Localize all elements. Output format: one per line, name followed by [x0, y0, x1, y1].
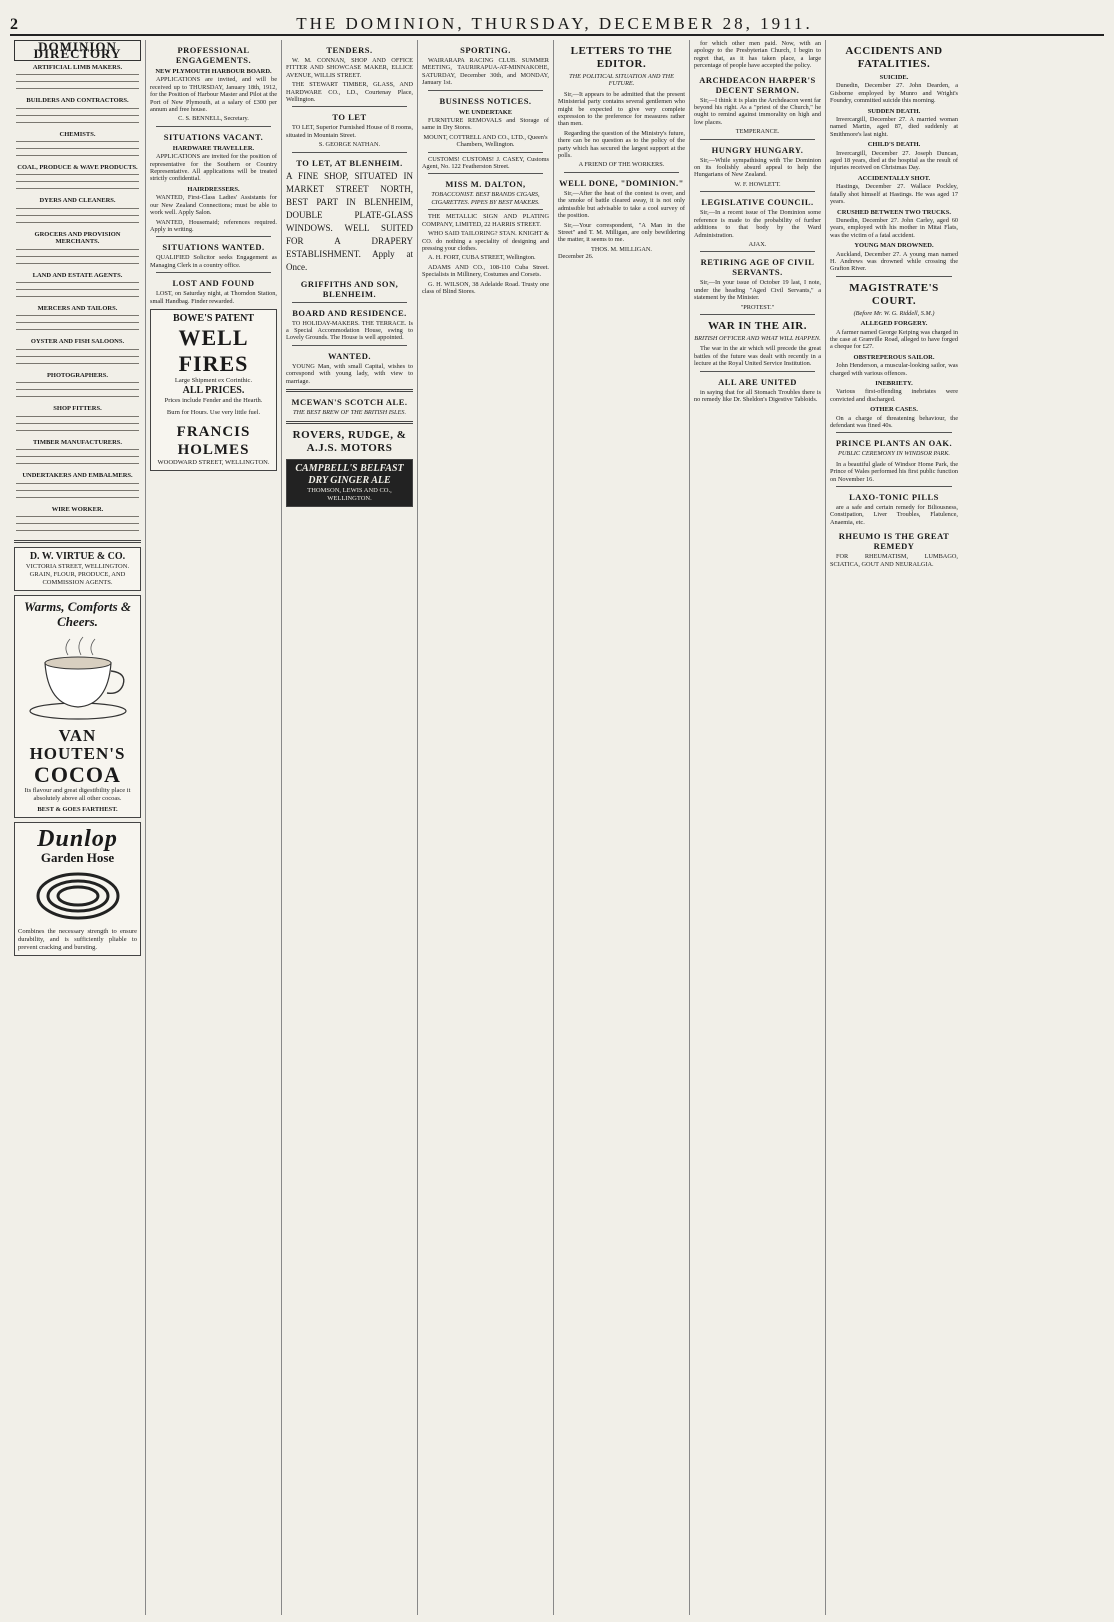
virtue-advert — [14, 547, 141, 591]
text-war-air: The war in the air which will precede the great battles of the future was dealt with recently in a lecture at the Royal United Service Institution. — [694, 345, 821, 368]
text-well-done-1: Sir,—After the heat of the contest is over, and the smoke of battle cleared away, it is not only admissible but advisable to take a cool survey of the position. — [558, 189, 685, 220]
rovers-motors: ROVERS, RUDGE, & A.J.S. MOTORS — [292, 428, 407, 454]
heading-archdeacon: ARCHDEACON HARPER'S DECENT SERMON. — [699, 74, 816, 95]
subheading-magistrate: (Before Mr. W. G. Riddell, S.M.) — [853, 309, 935, 317]
text-hungary: Sir,—While sympathising with The Dominion on its foolishly absurd appeal to help the Hungarians of New Zealand. — [694, 156, 821, 179]
directory-category: TIMBER MANUFACTURERS. — [32, 438, 123, 446]
directory-category: COAL, PRODUCE & WAVE PRODUCTS. — [17, 164, 138, 172]
all-prices: ALL PRICES. — [182, 384, 245, 396]
directory-category: MERCERS AND TAILORS. — [37, 305, 118, 313]
text-adams: ADAMS AND CO., 108-110 Cuba Street. Specialists in Millinery, Costumes and Corsets. — [422, 263, 549, 279]
directory-category: DYERS AND CLEANERS. — [39, 197, 116, 205]
text-archdeacon: Sir,—I think it is plain the Archdeacon went far beyond his right. As a "priest of the Church," he ought to remind against immorality on high and low places. — [694, 96, 821, 126]
signature-howlett: W. F. HOWLETT. — [734, 180, 781, 188]
page-number: 2 — [10, 16, 19, 33]
bowe-shipment: Large Shipment ex Corinthic. — [174, 376, 253, 384]
subheading-harbour: NEW PLYMOUTH HARBOUR BOARD. — [155, 68, 272, 75]
prices-include: Prices include Fender and the Hearth. — [164, 396, 263, 404]
text-tailoring: WHO SAID TAILORING? STAN. KNIGHT & CO. do nothing a speciality of designing and pressing your clothes. — [422, 230, 549, 252]
text-lost: LOST, on Saturday night, at Thorndon Station, small Handbag. Finder rewarded. — [150, 290, 277, 305]
heading-professional: PROFESSIONAL ENGAGEMENTS. — [175, 45, 252, 65]
dalton-sub: TOBACCONIST. BEST BRANDS CIGARS, CIGARETTES. PIPES BY BEST MAKERS. — [431, 191, 540, 206]
text-all-united: in saying that for all Stomach Troubles there is no remedy like Dr. Sheldon's Digestive Tabloids. — [694, 388, 821, 403]
dunlop-advert — [14, 822, 141, 956]
heading-prince-oak: PRINCE PLANTS AN OAK. — [835, 438, 953, 449]
cocoa-cup-icon — [23, 633, 133, 723]
heading-letters: LETTERS TO THE EDITOR. — [570, 45, 673, 70]
subheading-prince-oak: PUBLIC CEREMONY IN WINDSOR PARK. — [838, 450, 950, 458]
directory-entry-lines — [16, 106, 139, 128]
signature-date: December 26. — [558, 253, 594, 261]
directory-category: ARTIFICIAL LIMB MAKERS. — [32, 63, 123, 71]
directory-categories — [14, 64, 141, 536]
mcewan-ale: MCEWAN'S SCOTCH ALE. — [291, 397, 408, 408]
heading-lost-found: LOST AND FOUND — [172, 278, 255, 289]
text-other-cases: On a charge of threatening behaviour, the defendant was fined 40s. — [830, 414, 958, 430]
text-inebriety: Various first-offending inebriates were convicted and discharged. — [830, 388, 958, 403]
cocoa-advert — [14, 595, 141, 818]
griffiths-son: GRIFFITHS AND SON, BLENHEIM. — [300, 278, 399, 299]
text-childs-death: Invercargill, December 27. Joseph Duncan, aged 18 years, died at the hospital as the result of injuries received on Christmas Day. — [830, 149, 958, 172]
directory-category: LAND AND ESTATE AGENTS. — [32, 271, 123, 279]
text-metallic: THE METALLIC SIGN AND PLATING COMPANY, LIMITED, 22 HARRIS STREET. — [422, 213, 549, 228]
columns — [10, 40, 1104, 1615]
text-harbour: APPLICATIONS are invited, and will be received up to THURSDAY, January 18th, 1912, for the Position of Harbour Master and Pilot at the Port of New Plymouth, at a salary of £300 per annum and free house. — [150, 76, 277, 114]
heading-sudden-death: SUDDEN DEATH. — [867, 107, 921, 115]
column-7 — [826, 40, 962, 1615]
text-prince-oak: In a beautiful glade of Windsor Home Park, the Prince of Wales performed his first public function on November 16. — [830, 460, 958, 483]
heading-situations-vacant: SITUATIONS VACANT. — [163, 131, 264, 142]
subheading-war-air: BRITISH OFFICER AND WHAT WILL HAPPEN. — [694, 334, 821, 342]
cocoa-warms: Warms, Comforts & Cheers. — [23, 598, 132, 629]
text-political-1: Sir,—It appears to be admitted that the present Ministerial party contains several gentlemen who might be expected to give very complete expression to the preference for measures rather than men. — [558, 90, 685, 128]
directory-entry-lines — [16, 514, 139, 536]
directory-category: SHOP FITTERS. — [53, 405, 102, 413]
signature-friend: A FRIEND OF THE WORKERS. — [578, 161, 665, 169]
heading-suicide: SUICIDE. — [879, 74, 909, 81]
column-1 — [10, 40, 146, 1615]
cocoa-best: BEST & GOES FARTHEST. — [37, 805, 118, 813]
directory-entry-lines — [16, 380, 139, 402]
text-terrace: TO HOLIDAY-MAKERS. THE TERRACE. Is a Special Accommodation House, swing to Lovely Grounds. The House is well appointed. — [286, 319, 413, 342]
well-fires: WELL FIRES — [178, 324, 249, 376]
text-wilson: G. H. WILSON, 38 Adelaide Road. Trusty one class of Blind Stores. — [422, 280, 549, 295]
text-hairdressers: WANTED, First-Class Ladies' Assistants for our New Zealand Connections; must be able to work well. Apply Salon. — [150, 194, 277, 217]
signature-ajax: AJAX. — [748, 240, 767, 248]
heading-to-let: TO LET — [332, 112, 367, 123]
text-hardware: APPLICATIONS are invited for the position of representative for the Southern or Country Representative. All applications will be treated strictly confidential. — [150, 153, 277, 183]
heading-forgery: ALLEGED FORGERY. — [860, 320, 928, 328]
text-shot: Hastings, December 27. Wallace Pockley, fatally shot himself at Hastings. He was aged 17 years. — [830, 183, 958, 206]
directory-category: PHOTOGRAPHERS. — [46, 371, 109, 379]
heading-magistrate: MAGISTRATE'S COURT. — [849, 281, 939, 307]
signature-protest: "PROTEST." — [740, 303, 775, 311]
directory-category: OYSTER AND FISH SALOONS. — [30, 338, 125, 346]
text-sudden-death: Invercargill, December 27. A married woman named Martin, aged 87, died suddenly at Smithmore's last night. — [830, 116, 958, 138]
column-4 — [418, 40, 554, 1615]
heading-hungary: HUNGRY HUNGARY. — [711, 144, 804, 155]
burn-hours: Burn for Hours. Use very little fuel. — [166, 408, 261, 416]
directory-category: WIRE WORKER. — [51, 505, 104, 513]
belfast-sub: THOMSON, LEWIS AND CO., WELLINGTON. — [307, 486, 392, 502]
text-sailor: John Henderson, a muscular-looking sailor, was charged with various offences. — [830, 362, 958, 377]
column-2 — [146, 40, 282, 1615]
directory-entry-lines — [16, 172, 139, 194]
text-rheumo: FOR RHEUMATISM, LUMBAGO, SCIATICA, GOUT AND NEURALGIA. — [830, 553, 958, 568]
text-furnished: TO LET, Superior Furnished House of 8 rooms, situated in Mountain Street. — [286, 124, 413, 139]
dunlop-name: Dunlop — [37, 825, 118, 852]
cocoa-tagline: Its flavour and great digestibility place it absolutely above all other cocoas. — [24, 786, 131, 802]
garden-hose: Garden Hose — [40, 849, 115, 865]
heading-wanted: WANTED. — [328, 350, 371, 361]
text-retiring: Sir,—In your issue of October 19 last, I note, under the heading "Aged Civil Servants," a statement by the Minister. — [694, 279, 821, 302]
heading-childs-death: CHILD'S DEATH. — [867, 141, 921, 149]
well-fires-advert — [150, 309, 277, 471]
directory-entry-lines — [16, 280, 139, 302]
directory-title: DOMINION DIRECTORY — [14, 40, 141, 61]
text-connan: W. M. CONNAN, SHOP AND OFFICE FITTER AND SHOWCASE MAKER, ELLICE AVENUE, WILLIS STREET. — [286, 57, 413, 79]
directory-entry-lines — [16, 72, 139, 94]
masthead — [10, 8, 1104, 36]
directory-category: UNDERTAKERS AND EMBALMERS. — [22, 472, 133, 480]
heading-business: BUSINESS NOTICES. — [439, 95, 532, 106]
masthead-title: THE DOMINION, THURSDAY, DECEMBER 28, 1911. — [296, 14, 813, 33]
heading-tenders: TENDERS. — [326, 45, 373, 55]
heading-war-air: WAR IN THE AIR. — [708, 319, 807, 332]
column-5 — [554, 40, 690, 1615]
mount-cottrell: MOUNT, COTTRELL AND CO., LTD., Queen's Chambers, Wellington. — [423, 133, 548, 149]
directory-entry-lines — [16, 481, 139, 503]
heading-sporting: SPORTING. — [460, 45, 511, 55]
francis-holmes: FRANCIS HOLMES — [176, 423, 251, 458]
text-well-done-2: Sir,—Your correspondent, "A Man in the Street" and T. M. Milligan, are only bewildering the matter, it seems to me. — [558, 221, 685, 244]
text-stewart: THE STEWART TIMBER, GLASS, AND HARDWARE CO., LD., Courtenay Place, Wellington. — [286, 81, 413, 104]
heading-laxo: LAXO-TONIC PILLS — [849, 492, 939, 503]
virtue-name: D. W. VIRTUE & CO. — [29, 550, 126, 562]
text-blenheim-shop: A FINE SHOP, SITUATED IN MARKET STREET NORTH, BEST PART IN BLENHEIM, DOUBLE PLATE-GLASS WINDOWS. WELL SUITED FOR A DRAPERY ESTABLISHMENT. Apply at Once. — [286, 170, 413, 272]
heading-shot: ACCIDENTALLY SHOT. — [857, 174, 931, 182]
directory-entry-lines — [16, 347, 139, 369]
text-housemaid: WANTED, Housemaid; references required. Apply in writing. — [150, 218, 277, 233]
heading-accidents: ACCIDENTS AND FATALITIES. — [845, 45, 943, 70]
signature-milligan: THOS. M. MILLIGAN. — [590, 245, 653, 253]
text-continued: for which other men paid. Now, with an apology to the Presbyterian Church, I begin to regret that, as it has taken place, a large percentage of people have accepted the policy. — [694, 40, 821, 70]
heading-rheumo: RHEUMO IS THE GREAT REMEDY — [838, 531, 950, 552]
heading-drowned: YOUNG MAN DROWNED. — [854, 242, 934, 250]
directory-entry-lines — [16, 313, 139, 335]
text-forgery: A farmer named George Keiping was charged in the case at Granville Road, alleged to have forged a cheque for £27. — [830, 328, 958, 351]
directory-category: GROCERS AND PROVISION MERCHANTS. — [34, 230, 121, 246]
text-drowned: Auckland, December 27. A young man named H. Andrews was drowned while crossing the Grafton River. — [830, 250, 958, 273]
heading-sailor: OBSTREPEROUS SAILOR. — [853, 353, 935, 361]
text-furniture: FURNITURE REMOVALS and Storage of same in Dry Stores. — [422, 117, 549, 132]
text-crushed: Dunedin, December 27. John Carley, aged 60 years, employed with his mother in Mitai Flats, was the victim of a fatal accident. — [830, 216, 958, 239]
holmes-address: WOODWARD STREET, WELLINGTON. — [157, 458, 270, 466]
van-houtens: VAN HOUTEN'S — [29, 725, 126, 763]
heading-blenheim: TO LET, AT BLENHEIM. — [296, 157, 403, 168]
column-6 — [690, 40, 826, 1615]
directory-category: CHEMISTS. — [59, 130, 96, 138]
subheading-political: THE POLITICAL SITUATION AND THE FUTURE. — [569, 73, 674, 88]
mcewan-sub: THE BEST BREW OF THE BRITISH ISLES. — [292, 409, 407, 417]
belfast-advert — [286, 459, 413, 507]
heading-retiring: RETIRING AGE OF CIVIL SERVANTS. — [700, 257, 815, 278]
hose-coil-icon — [28, 866, 128, 926]
subheading-hardware: HARDWARE TRAVELLER. — [172, 144, 255, 152]
heading-inebriety: INEBRIETY. — [875, 380, 913, 387]
dunlop-tagline: Combines the necessary strength to ensure durability, and is sufficiently pliable to prevent cracking and bursting. — [18, 927, 137, 951]
text-young-man: YOUNG Man, with small Capital, wishes to correspond with young lady, with view to marriage. — [286, 362, 413, 385]
signature-bennell: C. S. BENNELL, Secretary. — [178, 115, 249, 123]
subheading-undertake: WE UNDERTAKE — [458, 108, 513, 116]
directory-entry-lines — [16, 247, 139, 269]
dalton-name: MISS M. DALTON, — [445, 179, 526, 190]
signature-temperance: TEMPERANCE. — [735, 128, 780, 136]
text-suicide: Dunedin, December 27. John Dearden, a Gisborne employed by Munro and Wright's Foundry, committed suicide this morning. — [830, 82, 958, 105]
text-wairarapa: WAIRARAPA RACING CLUB. SUMMER MEETING, TAURIRAPUA-AT-MINNAKOHE, SATURDAY, December 30th, and MONDAY, January 1st. — [422, 57, 549, 87]
text-laxo: are a safe and certain remedy for Biliousness, Constipation, Liver Troubles, Flatulence, Anaemia, etc. — [830, 504, 958, 526]
directory-entry-lines — [16, 139, 139, 161]
text-political-2: Regarding the question of the Ministry's future, there can be no question as to the policy of the party which has secured the largest support at the polls. — [558, 129, 685, 160]
directory-entry-lines — [16, 206, 139, 228]
signature-nathan: S. GEORGE NATHAN. — [318, 141, 381, 149]
heading-legislative: LEGISLATIVE COUNCIL. — [701, 197, 814, 208]
directory-category: BUILDERS AND CONTRACTORS. — [26, 97, 129, 105]
directory-entry-lines — [16, 447, 139, 469]
cocoa-word: COCOA — [34, 761, 121, 787]
directory-entry-lines — [16, 414, 139, 436]
heading-situations-wanted: SITUATIONS WANTED. — [162, 242, 265, 253]
heading-well-done: WELL DONE, "DOMINION." — [559, 177, 684, 188]
text-solicitor: QUALIFIED Solicitor seeks Engagement as Managing Clerk in a country office. — [150, 254, 277, 269]
column-3 — [282, 40, 418, 1615]
heading-board: BOARD AND RESIDENCE. — [292, 307, 407, 318]
heading-other-cases: OTHER CASES. — [870, 406, 918, 414]
belfast-ginger: CAMPBELL'S BELFAST DRY GINGER ALE — [295, 462, 404, 486]
heading-crushed: CRUSHED BETWEEN TWO TRUCKS. — [837, 208, 951, 216]
subheading-hairdressers: HAIRDRESSERS. — [187, 185, 240, 193]
text-legislative: Sir,—In a recent issue of The Dominion some reference is made to the probability of further additions to that body by the Ward Administration. — [694, 209, 821, 239]
text-customs: CUSTOMS! CUSTOMS! J. CASEY, Customs Agent, No. 122 Featherston Street. — [422, 155, 549, 171]
bowe-patent: BOWE'S PATENT — [172, 312, 255, 324]
text-fort: A. H. FORT, CUBA STREET, Wellington. — [428, 254, 536, 262]
virtue-sub: VICTORIA STREET, WELLINGTON. GRAIN, FLOUR, PRODUCE, AND COMMISSION AGENTS. — [25, 562, 130, 586]
heading-all-united: ALL ARE UNITED — [718, 376, 797, 387]
